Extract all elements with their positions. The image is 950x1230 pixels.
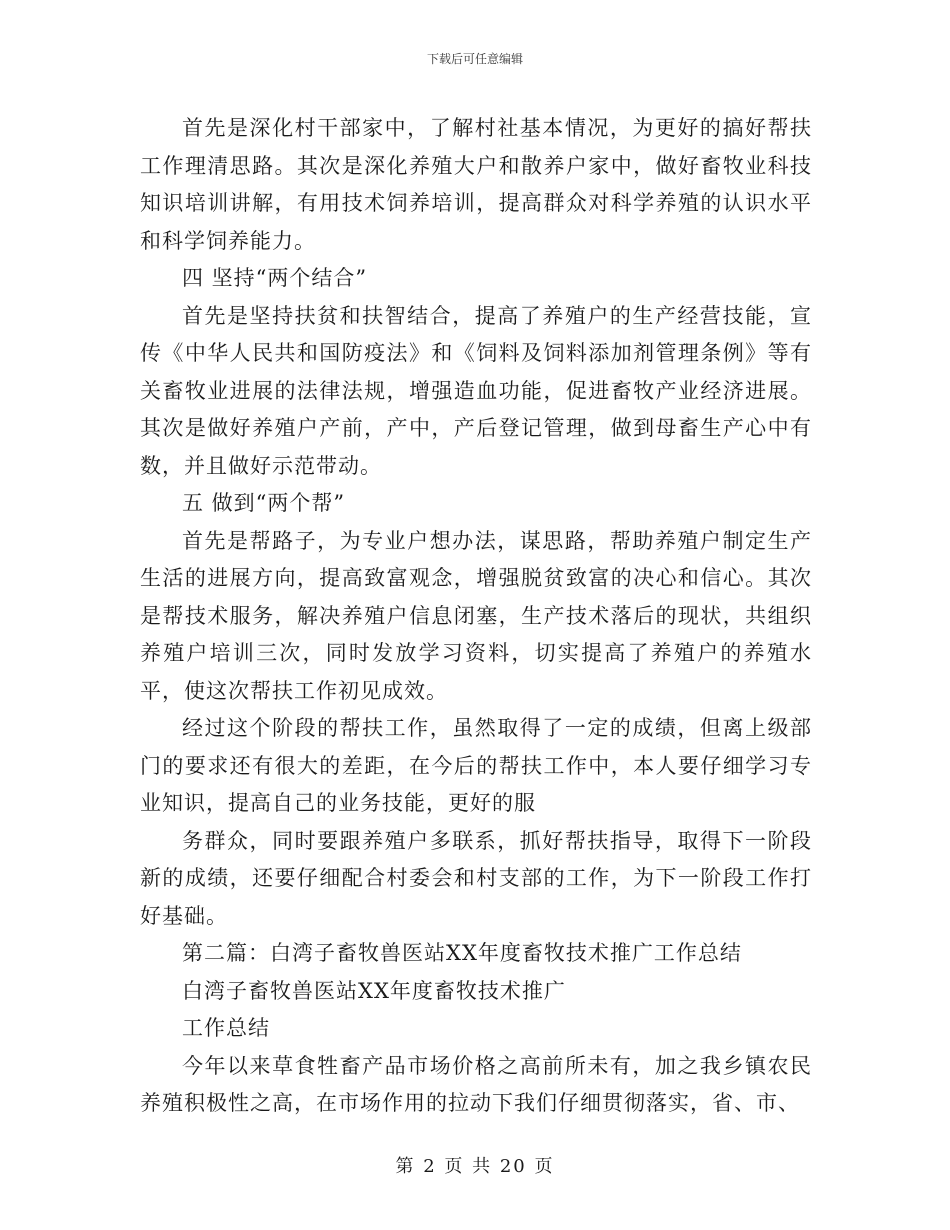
paragraph: 首先是深化村干部家中，了解村社基本情况，为更好的搞好帮扶工作理清思路。其次是深化养殖大户和散养户家中，做好畜牧业科技知识培训讲解，有用技术饲养培训，提高群众对科学养殖的认识水平和科学饲养能力。 (140, 116, 812, 253)
section-heading: 四 坚持“两个结合” (182, 266, 368, 290)
paragraph: 首先是坚持扶贫和扶智结合，提高了养殖户的生产经营技能，宣传《中华人民共和国防疫法》和《饲料及饲料添加剂管理条例》等有关畜牧业进展的法律法规，增强造血功能，促进畜牧产业经济进展。其次是做好养殖户产前，产中，产后登记管理，做到母畜生产心中有数，并且做好示范带动。 (140, 303, 812, 478)
chapter-title-line-1: 白湾子畜牧兽医站XX年度畜牧技术推广 (182, 978, 566, 1003)
paragraph: 今年以来草食牲畜产品市场价格之高前所未有，加之我乡镇农民养殖积极性之高，在市场作用的拉动下我们仔细贯彻落实，省、市、 (140, 1053, 812, 1115)
paragraph: 首先是帮路子，为专业户想办法，谋思路，帮助养殖户制定生产生活的进展方向，提高致富观念，增强脱贫致富的决心和信心。其次是帮技术服务，解决养殖户信息闭塞，生产技术落后的现状，共组织养殖户培训三次，同时发放学习资料，切实提高了养殖户的养殖水平，使这次帮扶工作初见成效。 (140, 528, 812, 703)
chapter-heading: 第二篇：白湾子畜牧兽医站XX年度畜牧技术推广工作总结 (182, 941, 742, 965)
paragraph: 务群众，同时要跟养殖户多联系，抓好帮扶指导，取得下一阶段新的成绩，还要仔细配合村委会和村支部的工作，为下一阶段工作打好基础。 (140, 828, 812, 928)
page-header: 下载后可任意编辑 (426, 52, 523, 66)
page-number: 第 2 页 共 20 页 (395, 1156, 555, 1177)
document-body (140, 110, 812, 1123)
chapter-title-line-2: 工作总结 (182, 1016, 270, 1040)
section-heading: 五 做到“两个帮” (182, 491, 346, 515)
paragraph: 经过这个阶段的帮扶工作，虽然取得了一定的成绩，但离上级部门的要求还有很大的差距，在今后的帮扶工作中，本人要仔细学习专业知识，提高自己的业务技能，更好的服 (140, 716, 812, 815)
